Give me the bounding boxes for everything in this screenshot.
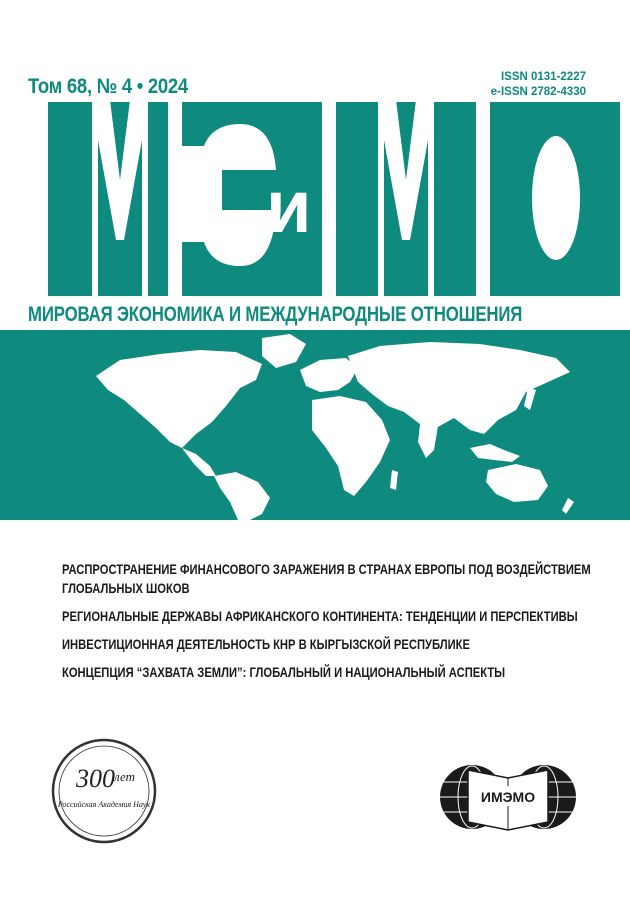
journal-logo	[0, 100, 630, 296]
article-title: РАСПРОСТРАНЕНИЕ ФИНАНСОВОГО ЗАРАЖЕНИЯ В СТРАНАХ ЕВРОПЫ ПОД ВОЗДЕЙСТВИЕМ ГЛОБАЛЬНЫХ ШОКОВ	[62, 561, 591, 596]
seal-caption: Российская Академия Наук	[57, 800, 151, 809]
article-title: ИНВЕСТИЦИОННАЯ ДЕЯТЕЛЬНОСТЬ КНР В КЫРГЫЗСКОЙ РЕСПУБЛИКЕ	[62, 636, 470, 652]
imemo-label: ИМЭМО	[480, 789, 536, 805]
issn-print: ISSN 0131-2227	[500, 71, 586, 83]
logo-i: и	[266, 165, 312, 248]
issn-online: e-ISSN 2782-4330	[490, 86, 586, 98]
journal-subtitle: МИРОВАЯ ЭКОНОМИКА И МЕЖДУНАРОДНЫЕ ОТНОШЕНИЯ	[28, 303, 523, 326]
world-map-band	[0, 330, 630, 520]
issue-info: Том 68, № 4 • 2024	[28, 75, 188, 98]
article-title: РЕГИОНАЛЬНЫЕ ДЕРЖАВЫ АФРИКАНСКОГО КОНТИНЕНТА: ТЕНДЕНЦИИ И ПЕРСПЕКТИВЫ	[62, 608, 578, 624]
issn-block	[491, 70, 586, 100]
seal-word: лет	[114, 769, 135, 784]
imemo-logo-icon	[438, 752, 578, 842]
ras-300-seal-icon	[50, 737, 158, 845]
seal-number: 300	[76, 764, 115, 793]
world-map-icon	[0, 330, 630, 520]
article-list	[62, 560, 602, 691]
article-title: КОНЦЕПЦИЯ “ЗАХВАТА ЗЕМЛИ”: ГЛОБАЛЬНЫЙ И НАЦИОНАЛЬНЫЙ АСПЕКТЫ	[62, 664, 506, 680]
